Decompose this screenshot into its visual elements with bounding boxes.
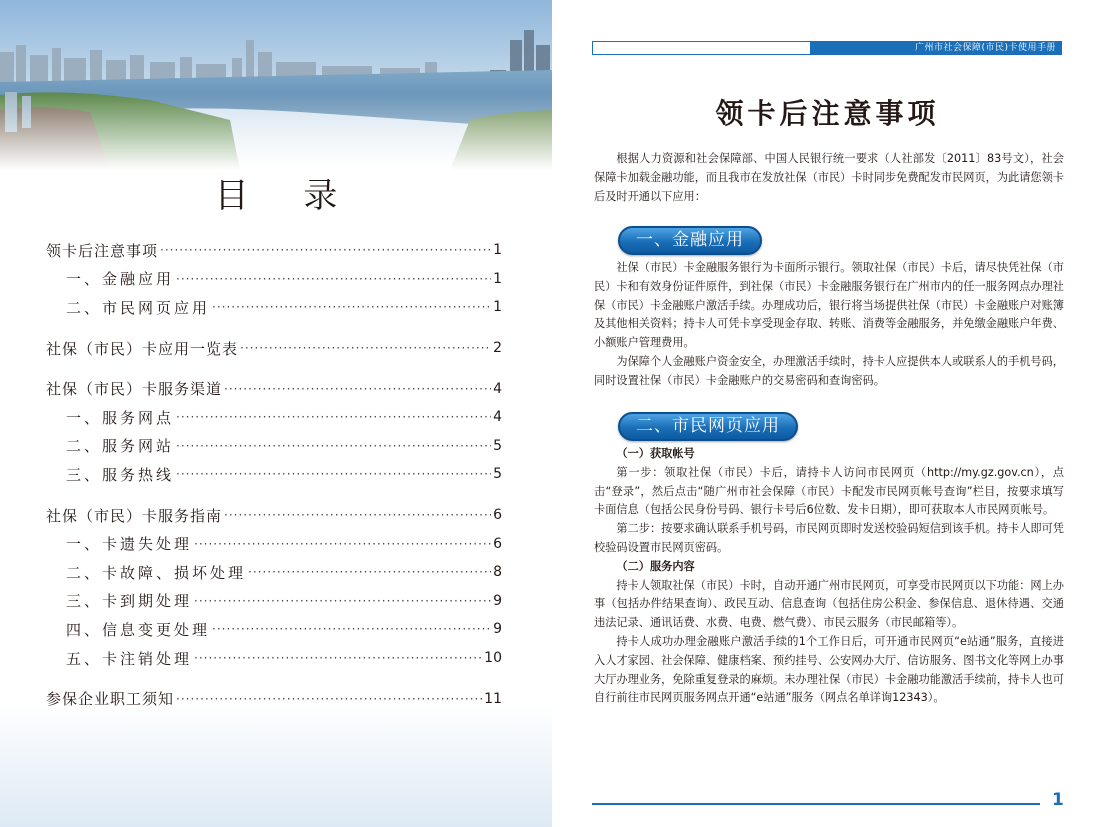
- toc-entry-page: 1: [493, 299, 502, 316]
- step-one-paragraph: 第一步：领取社保（市民）卡后，请持卡人访问市民网页（http://my.gz.gov.cn），点击“登录”，然后点击“随广州市社会保障（市民）卡配发市民网页帐号查询”栏目，按要求填写卡面信息（包括公民身份号码、银行卡号后6位数、发卡日期），即可获取本人市民网页帐号。: [594, 465, 1064, 517]
- toc-entry-label: 一、卡遗失处理: [66, 535, 193, 554]
- toc-entry-label: 一、金融应用: [66, 270, 175, 289]
- toc-entry[interactable]: [46, 587, 502, 616]
- toc-entry-page: 2: [493, 340, 502, 357]
- leader-dots: [176, 410, 491, 424]
- toc-entry-page: 11: [484, 690, 502, 707]
- city-river-photo: [0, 0, 552, 170]
- city-skyline-illustration: [0, 0, 552, 170]
- toc-entry-label: 三、服务热线: [66, 465, 175, 484]
- leader-dots: [176, 272, 491, 286]
- toc-entry-page: 9: [493, 621, 502, 638]
- intro-paragraph: [594, 150, 1064, 206]
- toc-entry-page: 9: [493, 592, 502, 609]
- toc-entry-page: 6: [493, 507, 502, 524]
- toc-entry[interactable]: [46, 334, 502, 363]
- toc-entry-label: 参保企业职工须知: [46, 690, 175, 709]
- toc-entry[interactable]: [46, 265, 502, 294]
- toc-entry[interactable]: [46, 644, 502, 673]
- toc-entry-label: 三、卡到期处理: [66, 592, 193, 611]
- toc-entry-page: 1: [493, 270, 502, 287]
- page-number: 1: [1052, 790, 1064, 810]
- leader-dots: [212, 622, 491, 636]
- toc-entry[interactable]: [46, 684, 502, 713]
- toc-entry-label: 二、服务网站: [66, 437, 175, 456]
- leader-dots: [248, 565, 491, 579]
- toc-entry[interactable]: [46, 374, 502, 403]
- leader-dots: [176, 467, 491, 481]
- toc-entry[interactable]: [46, 615, 502, 644]
- subheading-service-content: （二）服务内容: [616, 559, 695, 573]
- subheading-get-account: （一）获取帐号: [616, 447, 695, 460]
- toc-entry-page: 1: [493, 242, 502, 259]
- toc-entry-label: 社保（市民）卡服务渠道: [46, 380, 223, 399]
- toc-title: 目 录: [214, 176, 360, 216]
- toc-entry-label: 领卡后注意事项: [46, 241, 159, 260]
- leader-dots: [176, 692, 482, 706]
- toc-entry[interactable]: [46, 529, 502, 558]
- page-title: 领卡后注意事项: [715, 97, 940, 130]
- toc-entry-page: 5: [493, 437, 502, 454]
- toc-entry-page: 6: [493, 535, 502, 552]
- finance-paragraph-1: 社保（市民）卡金融服务银行为卡面所示银行。领取社保（市民）卡后，请尽快凭社保（市民）卡和有效身份证件原件，到社保（市民）卡金融服务银行在广州市内的任一服务网点办理社保（市民）卡金融账户激活手续。办理成功后，银行将当场提供社保（市民）卡金融账户对账簿及其他相关资料；持卡人可凭卡享受现金存取、转账、消费等金融服务，并免缴金融账户年费、小额账户管理费用。: [594, 261, 1064, 350]
- finance-section-body: [594, 259, 1064, 391]
- toc-entry-label: 二、市民网页应用: [66, 298, 211, 317]
- leader-dots: [224, 508, 491, 522]
- section-heading-webpage: 二、市民网页应用: [618, 412, 798, 441]
- leader-dots: [194, 594, 491, 608]
- toc-entry-page: 5: [493, 466, 502, 483]
- toc-entry[interactable]: [46, 432, 502, 461]
- section-heading-finance: 一、金融应用: [618, 226, 762, 255]
- intro-text: 根据人力资源和社会保障部、中国人民银行统一要求（人社部发〔2011〕83号文），社会保障卡加载金融功能，而且我市在发放社保（市民）卡时同步免费配发市民网页，为此请您领卡后及时开通以下应用：: [594, 152, 1064, 203]
- toc-entry-label: 一、服务网点: [66, 408, 175, 427]
- toc-entry[interactable]: [46, 236, 502, 265]
- leader-dots: [194, 537, 491, 551]
- leader-dots: [194, 651, 482, 665]
- toc-entry-page: 4: [493, 409, 502, 426]
- toc-entry[interactable]: [46, 501, 502, 530]
- toc-entry-page: 4: [493, 380, 502, 397]
- table-of-contents: [46, 236, 502, 713]
- toc-entry-label: 社保（市民）卡应用一览表: [46, 339, 239, 358]
- running-header: 广州市社会保障(市民)卡使用手册: [810, 41, 1062, 55]
- service-paragraph-1: 持卡人领取社保（市民）卡时，自动开通广州市民网页，可享受市民网页以下功能：网上办事（包括办件结果查询）、政民互动、信息查询（包括住房公积金、参保信息、退休待遇、交通违法记录、通讯话费、水费、电费、燃气费）、市民云服务（市民邮箱等）。: [594, 578, 1064, 630]
- webpage-section-body: [594, 445, 1064, 708]
- leader-dots: [212, 300, 491, 314]
- leader-dots: [224, 382, 491, 396]
- toc-entry-page: 8: [493, 564, 502, 581]
- finance-paragraph-2: 为保障个人金融账户资金安全，办理激活手续时，持卡人应提供本人或联系人的手机号码，同时设置社保（市民）卡金融账户的交易密码和查询密码。: [594, 354, 1064, 387]
- leader-dots: [240, 341, 491, 355]
- step-two-paragraph: 第二步：按要求确认联系手机号码，市民网页即时发送校验码短信到该手机。持卡人即可凭校验码设置市民网页密码。: [594, 522, 1064, 554]
- footer-rule: [592, 803, 1040, 805]
- toc-entry-label: 四、信息变更处理: [66, 620, 211, 639]
- toc-entry-page: 10: [484, 650, 502, 667]
- toc-entry-label: 二、卡故障、损坏处理: [66, 563, 247, 582]
- service-paragraph-2: 持卡人成功办理金融账户激活手续的1个工作日后，可开通市民网页“e站通”服务，直接进入人才家园、社会保障、健康档案、预约挂号、公安网办大厅、信访服务、图书文化等网上办事大厅办理业务，免除重复登录的麻烦。未办理社保（市民）卡金融功能激活手续前，持卡人也可自行前往市民网页服务网点开通“e站通”服务（网点名单详询12343）。: [594, 634, 1064, 705]
- leader-dots: [176, 439, 491, 453]
- toc-entry-label: 社保（市民）卡服务指南: [46, 506, 223, 525]
- toc-entry-label: 五、卡注销处理: [66, 649, 193, 668]
- toc-entry[interactable]: [46, 293, 502, 322]
- leader-dots: [160, 243, 491, 257]
- toc-entry[interactable]: [46, 460, 502, 489]
- right-page: [552, 0, 1103, 827]
- toc-entry[interactable]: [46, 403, 502, 432]
- toc-entry[interactable]: [46, 558, 502, 587]
